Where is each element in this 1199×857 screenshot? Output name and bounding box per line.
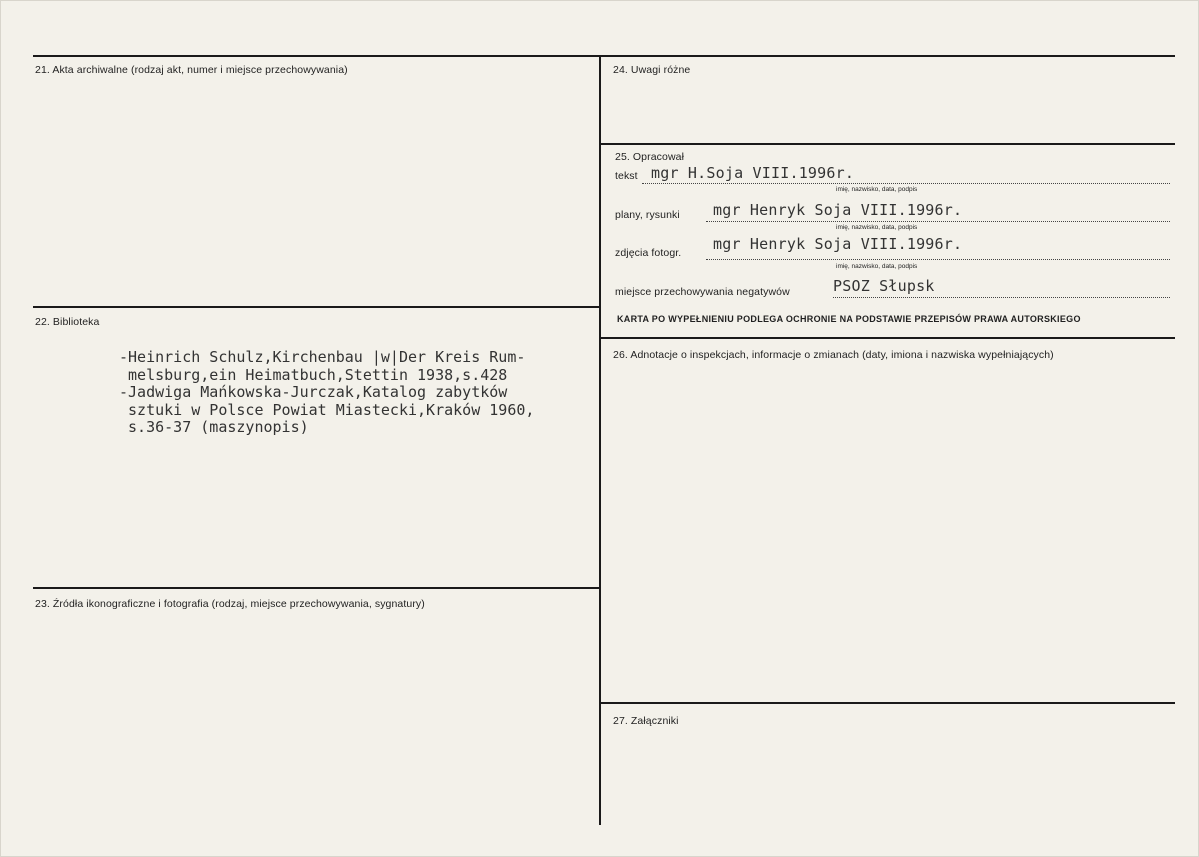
- rule-s25-top: [601, 143, 1175, 145]
- plany-caption: imię, nazwisko, data, podpis: [836, 224, 918, 231]
- section-24-label: 24. Uwagi różne: [613, 64, 691, 76]
- zdjecia-caption: imię, nazwisko, data, podpis: [836, 263, 918, 270]
- center-divider: [599, 55, 601, 825]
- plany-label: plany, rysunki: [615, 209, 680, 221]
- plany-value: mgr Henryk Soja VIII.1996r.: [713, 201, 963, 219]
- negatywy-line: [833, 297, 1170, 298]
- negatywy-value: PSOZ Słupsk: [833, 277, 935, 295]
- rule-s26-top: [601, 337, 1175, 339]
- tekst-line: [642, 183, 1170, 184]
- tekst-label: tekst: [615, 170, 638, 182]
- negatywy-label: miejsce przechowywania negatywów: [615, 286, 790, 298]
- section-25-label: 25. Opracował: [615, 151, 685, 163]
- bib-line: s.36-37 (maszynopis): [119, 418, 309, 436]
- bib-line: melsburg,ein Heimatbuch,Stettin 1938,s.428: [119, 365, 508, 384]
- rule-s23-top: [33, 587, 601, 589]
- section-27-label: 27. Załączniki: [613, 715, 679, 727]
- zdjecia-label: zdjęcia fotogr.: [615, 247, 682, 259]
- zdjecia-value: mgr Henryk Soja VIII.1996r.: [713, 235, 963, 253]
- bib-line: sztuki w Polsce Powiat Miastecki,Kraków 1960,: [119, 400, 535, 419]
- plany-line: [706, 221, 1170, 222]
- bib-line: -Heinrich Schulz,Kirchenbau |w|Der Kreis Rum-: [119, 348, 526, 366]
- section-23-label: 23. Źródła ikonograficzne i fotografia (rodzaj, miejsce przechowywania, sygnatury): [35, 598, 425, 610]
- section-26-label: 26. Adnotacje o inspekcjach, informacje o zmianach (daty, imiona i nazwiska wypełniających): [613, 349, 1054, 361]
- rule-s27-top: [601, 702, 1175, 704]
- bibliography-text: [119, 349, 534, 437]
- tekst-value: mgr H.Soja VIII.1996r.: [651, 164, 855, 182]
- rule-top: [33, 55, 1175, 57]
- copyright-notice: KARTA PO WYPEŁNIENIU PODLEGA OCHRONIE NA PODSTAWIE PRZEPISÓW PRAWA AUTORSKIEGO: [617, 314, 1081, 324]
- section-22-label: 22. Biblioteka: [35, 316, 100, 328]
- section-21-label: 21. Akta archiwalne (rodzaj akt, numer i miejsce przechowywania): [35, 64, 348, 76]
- rule-s22-top: [33, 306, 601, 308]
- bib-line: -Jadwiga Mańkowska-Jurczak,Katalog zabytków: [119, 383, 508, 401]
- tekst-caption: imię, nazwisko, data, podpis: [836, 186, 918, 193]
- zdjecia-line: [706, 259, 1170, 260]
